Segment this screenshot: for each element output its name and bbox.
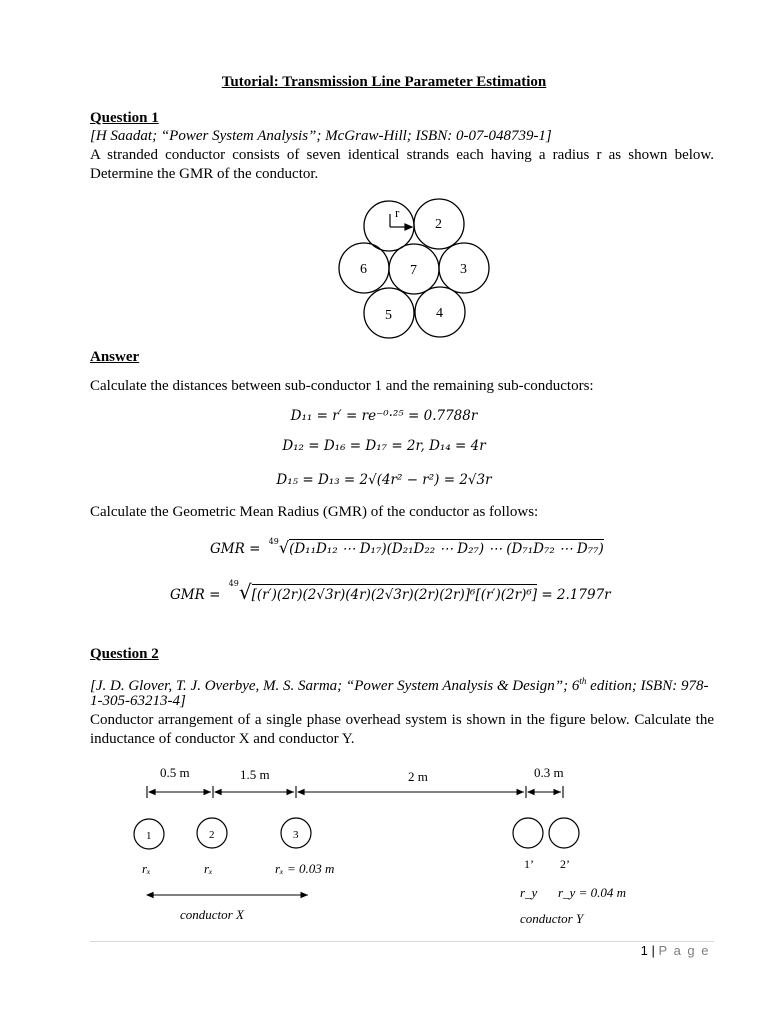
strand-label-2: 2 xyxy=(435,217,442,232)
gmr-result: = 2.1797r xyxy=(541,587,611,603)
radius-label: r xyxy=(395,205,400,220)
question-2-reference-line-2: 1-305-63213-4] xyxy=(90,693,186,709)
gmr-intro: Calculate the Geometric Mean Radius (GMR) of the conductor as follows: xyxy=(90,504,539,520)
answer-intro: Calculate the distances between sub-conductor 1 and the remaining sub-conductors: xyxy=(90,378,594,394)
gmr-equation-2: GMR = $^{49}$√[(r′)(2r)(2√3r)(4r)(2√3r)(2r)(2r)]⁶[(r′)(2r)⁶] = 2.1797r xyxy=(170,578,611,604)
strand-label-5: 5 xyxy=(385,308,392,323)
gmr-root-index-1: 49 xyxy=(268,536,279,546)
equation-d11: D₁₁ = r′ = re⁻⁰·²⁵ = 0.7788r xyxy=(290,408,478,424)
gmr-equation-1: GMR = $^{49}$√(D₁₁D₁₂ ⋯ D₁₇)(D₂₁D₂₂ ⋯ D₂₇) ⋯ (D₇₁D₇₂ ⋯ D₇₇) xyxy=(210,536,604,557)
conductor-1-prime xyxy=(513,818,543,848)
radius-x-label-2: rₓ xyxy=(204,861,213,876)
conductor-label-3: 3 xyxy=(293,829,299,841)
question-2-reference-part-a: [J. D. Glover, T. J. Overbye, M. S. Sarma; “Power System Analysis & Design”; 6 xyxy=(90,678,580,694)
conductor-label-2: 2 xyxy=(209,829,215,841)
footer-divider xyxy=(90,941,714,942)
strand-label-4: 4 xyxy=(436,306,443,321)
page-footer xyxy=(641,943,710,958)
equation-d15: D₁₅ = D₁₃ = 2√(4r² − r²) = 2√3r xyxy=(276,472,492,488)
conductor-2-prime xyxy=(549,818,579,848)
question-2-reference-part-b: edition; ISBN: 978- xyxy=(586,678,709,694)
conductor-y-label: conductor Y xyxy=(520,911,584,926)
gmr-radicand-2: [(r′)(2r)(2√3r)(4r)(2√3r)(2r)(2r)]⁶[(r′)(2r)⁶] xyxy=(252,584,537,603)
question-1-text: A stranded conductor consists of seven identical strands each having a radius r as shown below. Determine the GMR of the conductor. xyxy=(90,147,714,182)
stranded-conductor-figure xyxy=(330,195,500,345)
strand-label-7: 7 xyxy=(410,263,417,278)
page-title: Tutorial: Transmission Line Parameter Estimation xyxy=(221,74,547,90)
question-2-reference-sup: th xyxy=(579,676,587,686)
equation-d12: D₁₂ = D₁₆ = D₁₇ = 2r, D₁₄ = 4r xyxy=(282,438,486,454)
radius-arrow xyxy=(390,214,412,230)
page-number: 1 xyxy=(640,943,648,958)
question-1-heading: Question 1 xyxy=(90,110,159,126)
gmr-lhs-1: GMR = xyxy=(210,541,261,557)
conductor-x-label: conductor X xyxy=(180,907,244,922)
strand-label-6: 6 xyxy=(360,262,367,277)
radius-x-label-3: rₓ = 0.03 m xyxy=(275,861,335,876)
question-2-heading: Question 2 xyxy=(90,646,159,662)
radius-y-label-1: r_y xyxy=(520,885,538,900)
radius-y-label-2: r_y = 0.04 m xyxy=(558,885,626,900)
radius-x-label-1: rₓ xyxy=(142,861,151,876)
gmr-radicand-1: (D₁₁D₁₂ ⋯ D₁₇)(D₂₁D₂₂ ⋯ D₂₇) ⋯ (D₇₁D₇₂ ⋯ D₇₇) xyxy=(289,541,604,557)
dimension-label-1: 0.5 m xyxy=(160,765,190,780)
dimension-label-2: 1.5 m xyxy=(240,767,270,782)
question-2-text: Conductor arrangement of a single phase overhead system is shown in the figure below. Calculate the inductance of conductor X and conductor Y. xyxy=(90,712,714,747)
gmr-lhs-2: GMR = xyxy=(170,587,221,603)
dimension-label-3: 2 m xyxy=(408,769,428,784)
strand-label-3: 3 xyxy=(460,262,467,277)
conductor-label-1-prime: 1’ xyxy=(524,857,534,871)
answer-heading: Answer xyxy=(90,349,140,365)
dimension-label-4: 0.3 m xyxy=(534,765,564,780)
question-1-reference: [H Saadat; “Power System Analysis”; McGraw-Hill; ISBN: 0-07-048739-1] xyxy=(90,128,552,144)
footer-separator: | xyxy=(651,943,655,958)
gmr-root-index-2: 49 xyxy=(228,578,239,588)
conductor-arrangement-figure xyxy=(130,760,650,930)
page-word: P a g e xyxy=(658,943,710,958)
conductor-label-2-prime: 2’ xyxy=(560,857,570,871)
conductor-label-1: 1 xyxy=(146,830,152,842)
